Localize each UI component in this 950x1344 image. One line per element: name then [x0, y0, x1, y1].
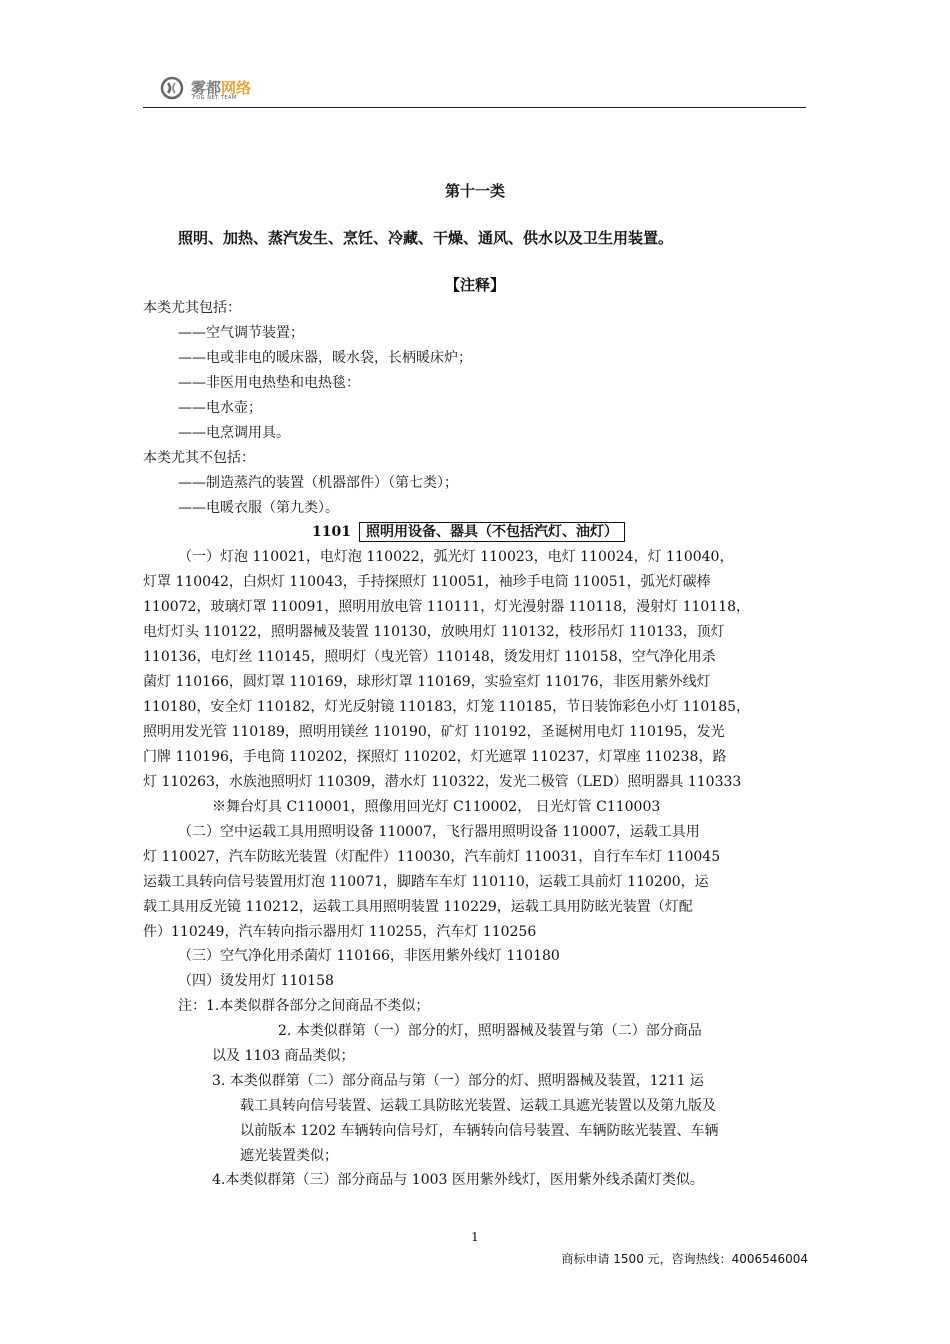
- excludes-heading: 本类尤其不包括：: [143, 450, 255, 466]
- note-line: 以前版本 1202 车辆转向信号灯，车辆转向信号装置、车辆防眩光装置、车辆: [240, 1123, 719, 1139]
- part1-line: 菌灯 110166，圆灯罩 110169，球形灯罩 110169，实验室灯 110176，非医用紫外线灯: [143, 674, 711, 690]
- logo-text: 雾都网络: [191, 79, 252, 97]
- includes-heading: 本类尤其包括：: [143, 300, 241, 316]
- group-heading: [312, 522, 625, 542]
- part3-line: （三）空气净化用杀菌灯 110166，非医用紫外线灯 110180: [178, 948, 560, 964]
- page-number: 1: [471, 1230, 479, 1244]
- include-item: ——非医用电热垫和电热毯：: [178, 375, 360, 391]
- note-heading: 【注释】: [444, 276, 505, 294]
- part1-line: 门牌 110196，手电筒 110202，探照灯 110202，灯光遮罩 110237，灯罩座 110238，路: [143, 749, 727, 765]
- part1-line: 电灯灯头 110122，照明器械及装置 110130，放映用灯 110132，枝形吊灯 110133，顶灯: [143, 624, 725, 640]
- logo-mark-icon: [160, 76, 184, 100]
- part2-line: 件）110249，汽车转向指示器用灯 110255，汽车灯 110256: [143, 924, 537, 940]
- note-line: 注：1.本类似群各部分之间商品不类似；: [178, 998, 430, 1014]
- note-line: 3. 本类似群第（二）部分商品与第（一）部分的灯、照明器械及装置，1211 运: [212, 1073, 704, 1089]
- part1-line: 灯 110263，水族池照明灯 110309，潜水灯 110322，发光二极管（LED）照明器具 110333: [143, 774, 742, 790]
- include-item: ——空气调节装置；: [178, 325, 304, 341]
- footer-contact-note: 商标申请 1500 元，咨询热线：4006546004: [561, 1252, 808, 1266]
- note-line: 4.本类似群第（三）部分商品与 1003 医用紫外线灯，医用紫外线杀菌灯类似。: [212, 1172, 704, 1188]
- part4-line: （四）烫发用灯 110158: [178, 973, 334, 989]
- note-line: 以及 1103 商品类似；: [212, 1048, 355, 1064]
- include-item: ——电烹调用具。: [178, 425, 290, 441]
- note-line: 载工具转向信号装置、运载工具防眩光装置、运载工具遮光装置以及第九版及: [240, 1098, 716, 1114]
- part2-line: （二）空中运载工具用照明设备 110007，飞行器用照明设备 110007，运载工具用: [178, 824, 700, 840]
- exclude-item: ——电暖衣服（第九类）。: [178, 500, 339, 516]
- group-code: 1101: [312, 524, 351, 540]
- part1-line: 灯罩 110042，白炽灯 110043，手持探照灯 110051，袖珍手电筒 110051，弧光灯碳棒: [143, 574, 711, 590]
- company-logo: [160, 74, 300, 104]
- part2-line: 载工具用反光镜 110212，运载工具用照明装置 110229，运载工具用防眩光装置（灯配: [143, 899, 693, 915]
- part1-line: 110136，电灯丝 110145，照明灯（曳光管）110148，烫发用灯 110158，空气净化用杀: [143, 649, 716, 665]
- part2-line: 运载工具转向信号装置用灯泡 110071，脚踏车车灯 110110，运载工具前灯 110200，运: [143, 874, 709, 890]
- class-description: 照明、加热、蒸汽发生、烹饪、冷藏、干燥、通风、供水以及卫生用装置。: [178, 229, 674, 247]
- note-line: 2. 本类似群第（一）部分的灯，照明器械及装置与第（二）部分商品: [278, 1023, 702, 1039]
- part1-line: 110180，安全灯 110182，灯光反射镜 110183，灯笼 110185，节日装饰彩色小灯 110185，: [143, 699, 751, 715]
- part1-line: 照明用发光管 110189，照明用镁丝 110190，矿灯 110192，圣诞树用电灯 110195，发光: [143, 724, 725, 740]
- part1-line: （一）灯泡 110021，电灯泡 110022，弧光灯 110023，电灯 110024，灯 110040，: [178, 549, 734, 565]
- part2-line: 灯 110027，汽车防眩光装置（灯配件）110030，汽车前灯 110031，自行车车灯 110045: [143, 849, 721, 865]
- note-line: 遮光装置类似；: [240, 1148, 338, 1164]
- part1-extra: ※舞台灯具 C110001，照像用回光灯 C110002， 日光灯管 C110003: [212, 799, 661, 815]
- class-title: 第十一类: [444, 182, 505, 200]
- logo-subtitle: FOG NET TEAM: [193, 95, 237, 101]
- include-item: ——电水壶；: [178, 400, 262, 416]
- exclude-item: ——制造蒸汽的装置（机器部件）（第七类）；: [178, 475, 458, 491]
- include-item: ——电或非电的暖床器，暖水袋，长柄暖床炉；: [178, 350, 472, 366]
- part1-line: 110072，玻璃灯罩 110091，照明用放电管 110111，灯光漫射器 110118，漫射灯 110118，: [143, 599, 751, 615]
- header-divider: [143, 107, 806, 108]
- group-name: 照明用设备、器具（不包括汽灯、油灯）: [359, 522, 625, 542]
